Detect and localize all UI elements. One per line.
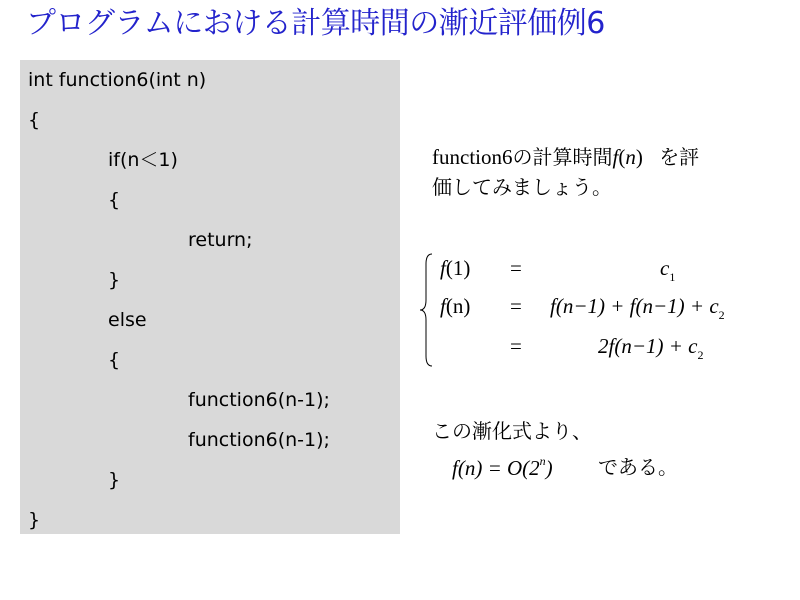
- left-brace-icon: [418, 252, 434, 368]
- intro-function-name: function6: [432, 145, 513, 169]
- code-line: {: [108, 349, 121, 371]
- intro-fn-symbol: f(n): [612, 145, 643, 169]
- code-line: function6(n-1);: [188, 429, 330, 451]
- intro-text-end: を評: [659, 145, 700, 169]
- recurrence-row-3-eq: =: [510, 334, 522, 358]
- conclusion-suffix: である。: [598, 455, 678, 479]
- code-line: }: [28, 509, 41, 531]
- code-line: }: [108, 469, 121, 491]
- recurrence-row-1-rhs: $c_1$: [660, 256, 676, 284]
- intro-line-2: 価してみましょう。: [432, 175, 612, 199]
- code-line: {: [108, 189, 121, 211]
- recurrence-row-3-rhs: $2f(n-1) + c_2$: [598, 334, 704, 362]
- intro-text: の計算時間: [512, 145, 613, 169]
- intro-line-1: [432, 142, 699, 172]
- code-block: [20, 60, 400, 534]
- recurrence-row-2-eq: =: [510, 294, 522, 318]
- recurrence-row-1-lhs: f(1): [440, 256, 471, 280]
- page-title: プログラムにおける計算時間の漸近評価例6: [26, 6, 605, 41]
- code-line: }: [108, 269, 121, 291]
- recurrence-row-1-eq: =: [510, 256, 522, 280]
- code-line: if(n＜1): [108, 149, 178, 171]
- code-line: function6(n-1);: [188, 389, 330, 411]
- code-line: else: [108, 309, 147, 331]
- recurrence-row-2-lhs: f(n): [440, 294, 471, 318]
- recurrence-row-2-rhs: $f(n-1) + f(n-1) + c_2$: [550, 294, 725, 322]
- code-line: {: [28, 109, 41, 131]
- code-line: int function6(int n): [28, 69, 207, 91]
- conclusion-line-1: この漸化式より、: [432, 419, 592, 443]
- conclusion-formula: $f(n) = O(2^n)$: [452, 454, 553, 480]
- code-line: return;: [188, 229, 253, 251]
